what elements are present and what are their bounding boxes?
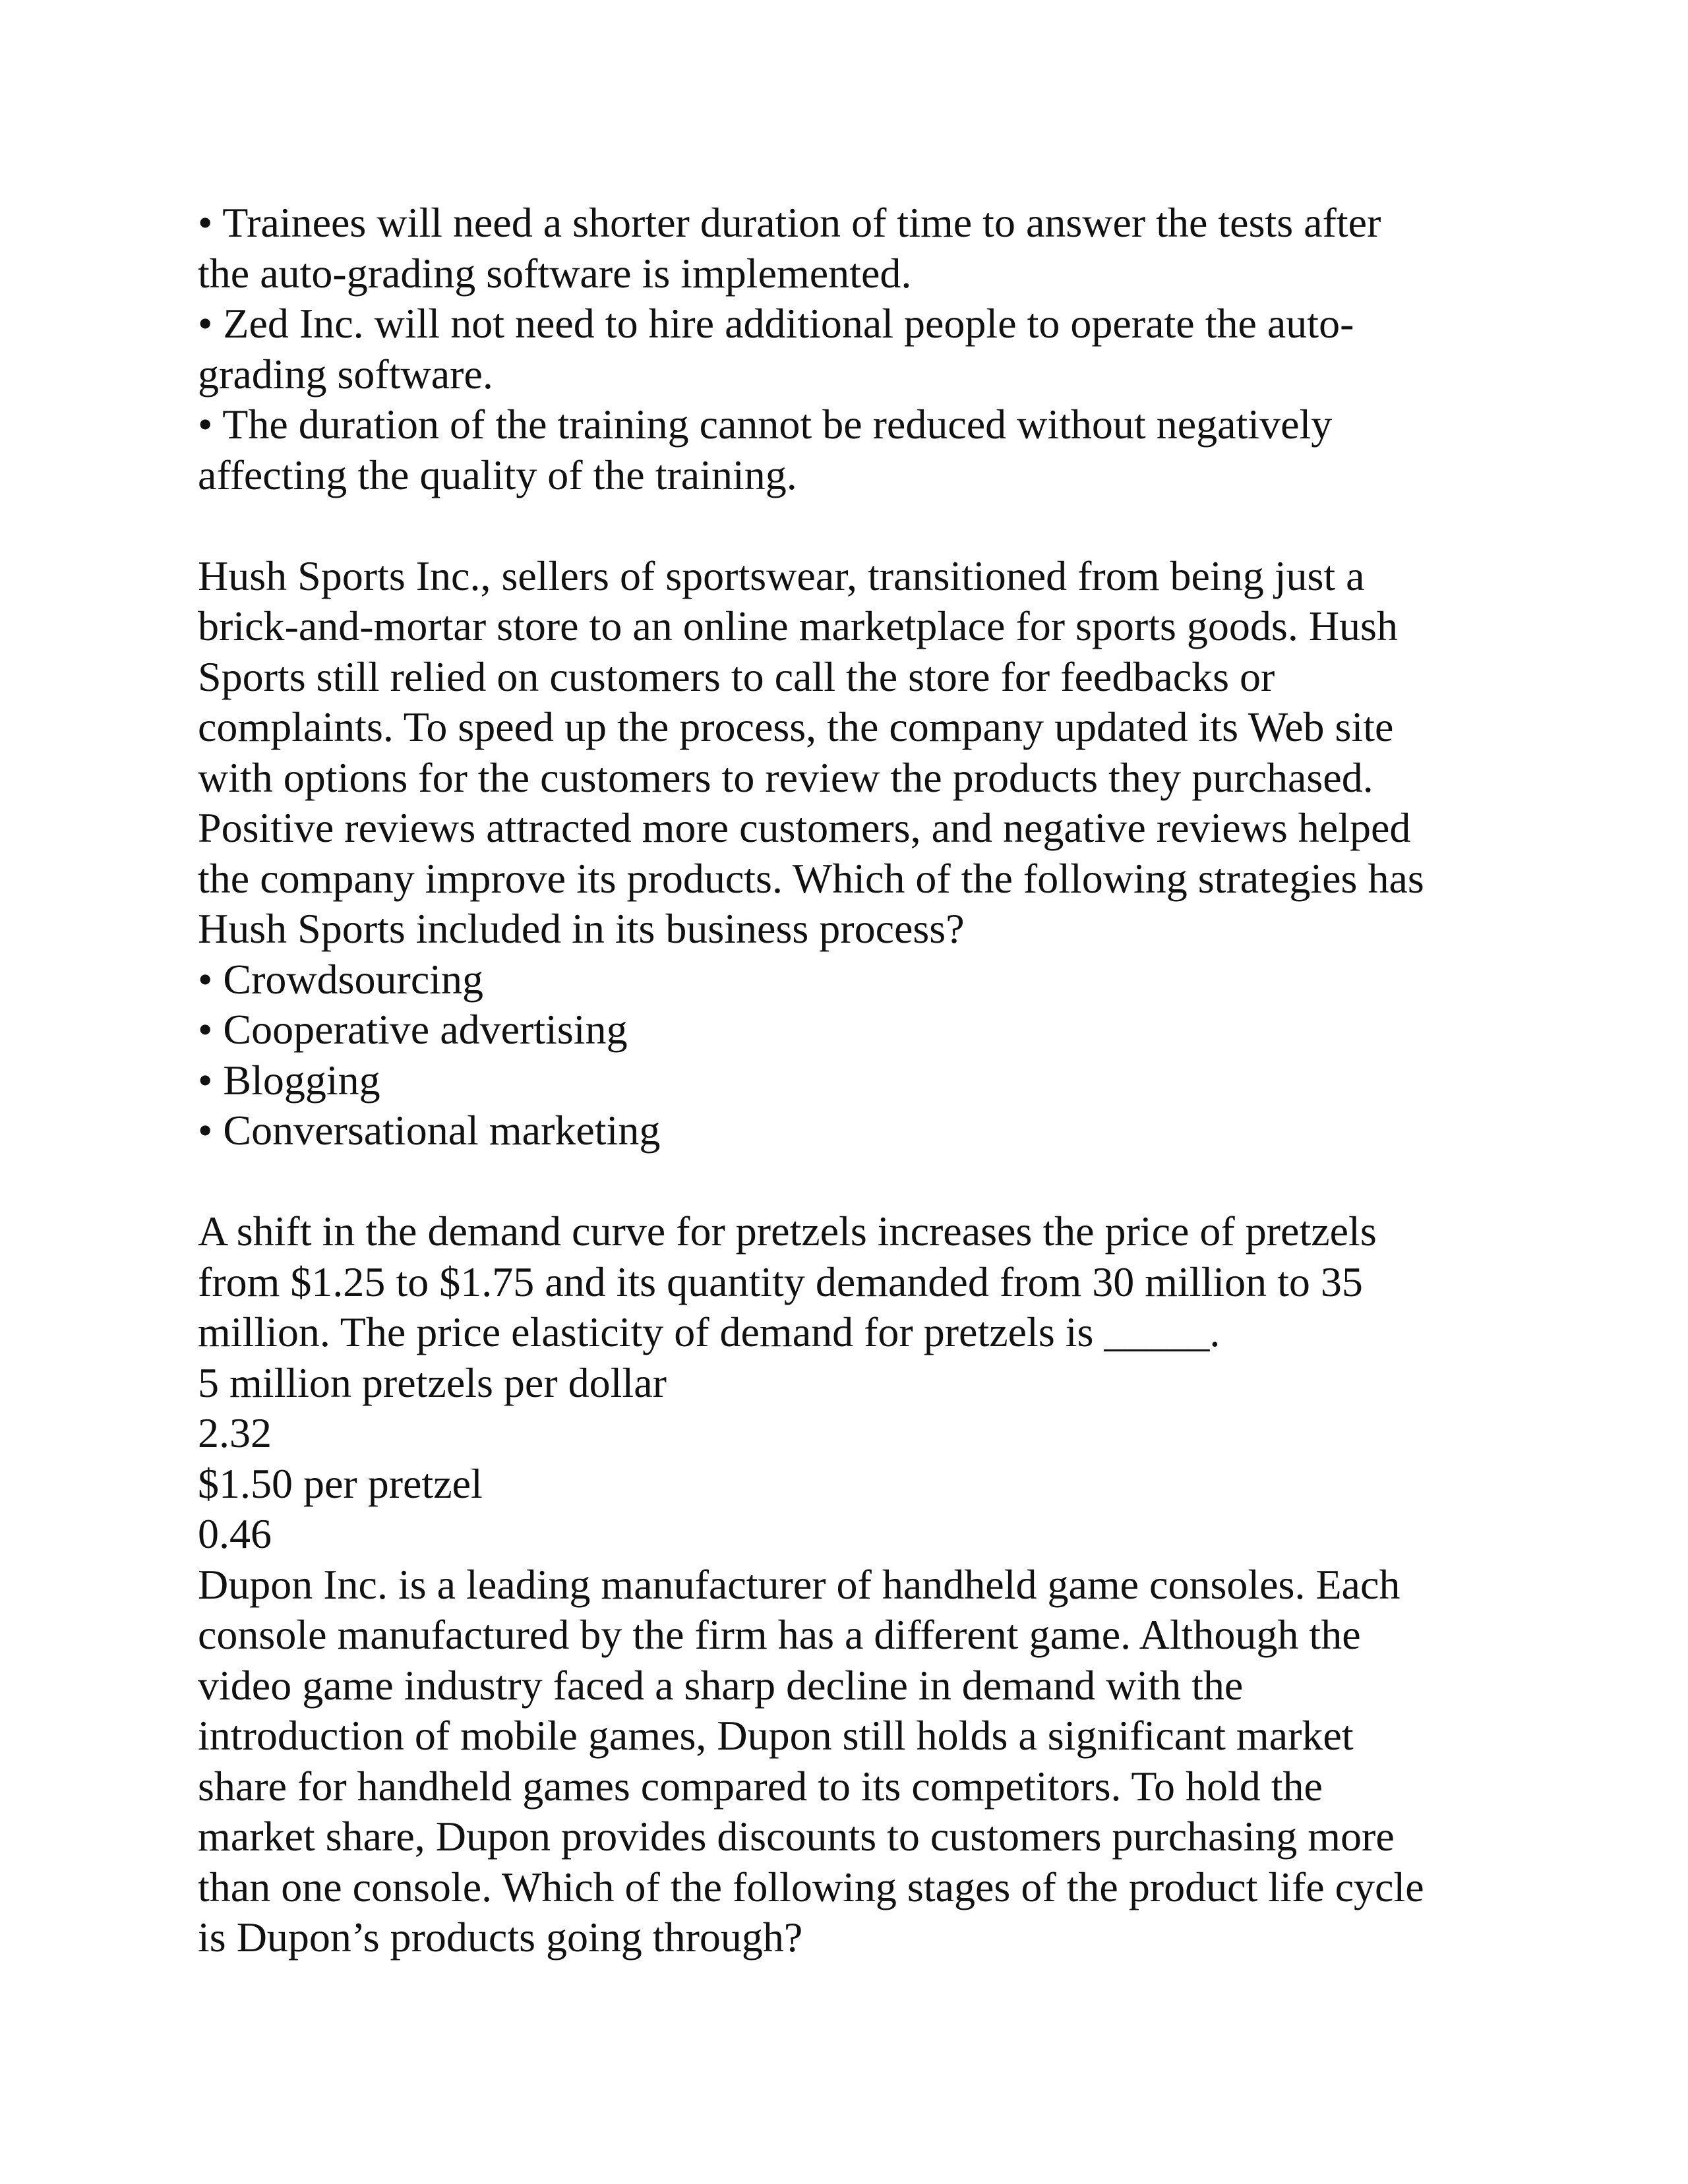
- option-line: • Blogging: [198, 1056, 380, 1104]
- text-line: A shift in the demand curve for pretzels increases the price of pretzels: [198, 1208, 1377, 1254]
- text-line: million. The price elasticity of demand for pretzels is _____.: [198, 1309, 1221, 1355]
- answer-options-block: [198, 198, 1490, 500]
- option-line: 2.32: [198, 1409, 272, 1456]
- option-line: • Cooperative advertising: [198, 1006, 628, 1053]
- text-line: Hush Sports Inc., sellers of sportswear, transitioned from being just a: [198, 552, 1365, 599]
- text-line: from $1.25 to $1.75 and its quantity demanded from 30 million to 35: [198, 1258, 1363, 1305]
- text-line: • The duration of the training cannot be reduced without negatively: [198, 401, 1333, 448]
- text-line: share for handheld games compared to its competitors. To hold the: [198, 1762, 1323, 1810]
- document-page: [198, 198, 1490, 1963]
- text-line: Dupon Inc. is a leading manufacturer of handheld game consoles. Each: [198, 1560, 1401, 1608]
- text-line: brick-and-mortar store to an online marketplace for sports goods. Hush: [198, 603, 1398, 649]
- option-line: • Crowdsourcing: [198, 955, 484, 1003]
- option-line: 0.46: [198, 1510, 272, 1557]
- text-line: complaints. To speed up the process, the company updated its Web site: [198, 703, 1394, 750]
- text-line: Positive reviews attracted more customers, and negative reviews helped: [198, 804, 1411, 851]
- text-line: is Dupon’s products going through?: [198, 1914, 803, 1961]
- text-line: the auto-grading software is implemented.: [198, 249, 912, 297]
- text-line: Hush Sports included in its business process?: [198, 905, 965, 952]
- text-line: grading software.: [198, 350, 493, 398]
- option-line: • Conversational marketing: [198, 1107, 661, 1154]
- text-line: with options for the customers to review the products they purchased.: [198, 753, 1373, 801]
- text-line: affecting the quality of the training.: [198, 451, 797, 498]
- text-line: console manufactured by the firm has a different game. Although the: [198, 1611, 1361, 1658]
- option-line: 5 million pretzels per dollar: [198, 1359, 667, 1406]
- text-line: • Zed Inc. will not need to hire additional people to operate the auto-: [198, 300, 1354, 347]
- text-line: introduction of mobile games, Dupon still holds a significant market: [198, 1712, 1354, 1759]
- paragraph-gap: [198, 500, 1490, 551]
- hush-sports-question: [198, 551, 1490, 1156]
- text-line: than one console. Which of the following stages of the product life cycle: [198, 1863, 1424, 1910]
- text-line: the company improve its products. Which of the following strategies has: [198, 854, 1424, 902]
- text-line: Sports still relied on customers to call the store for feedbacks or: [198, 653, 1275, 700]
- option-line: $1.50 per pretzel: [198, 1460, 483, 1507]
- pretzel-and-dupon-questions: [198, 1206, 1490, 1963]
- text-line: • Trainees will need a shorter duration of time to answer the tests after: [198, 199, 1381, 246]
- text-line: market share, Dupon provides discounts to customers purchasing more: [198, 1813, 1395, 1860]
- paragraph-gap: [198, 1156, 1490, 1207]
- text-line: video game industry faced a sharp decline in demand with the: [198, 1661, 1244, 1709]
